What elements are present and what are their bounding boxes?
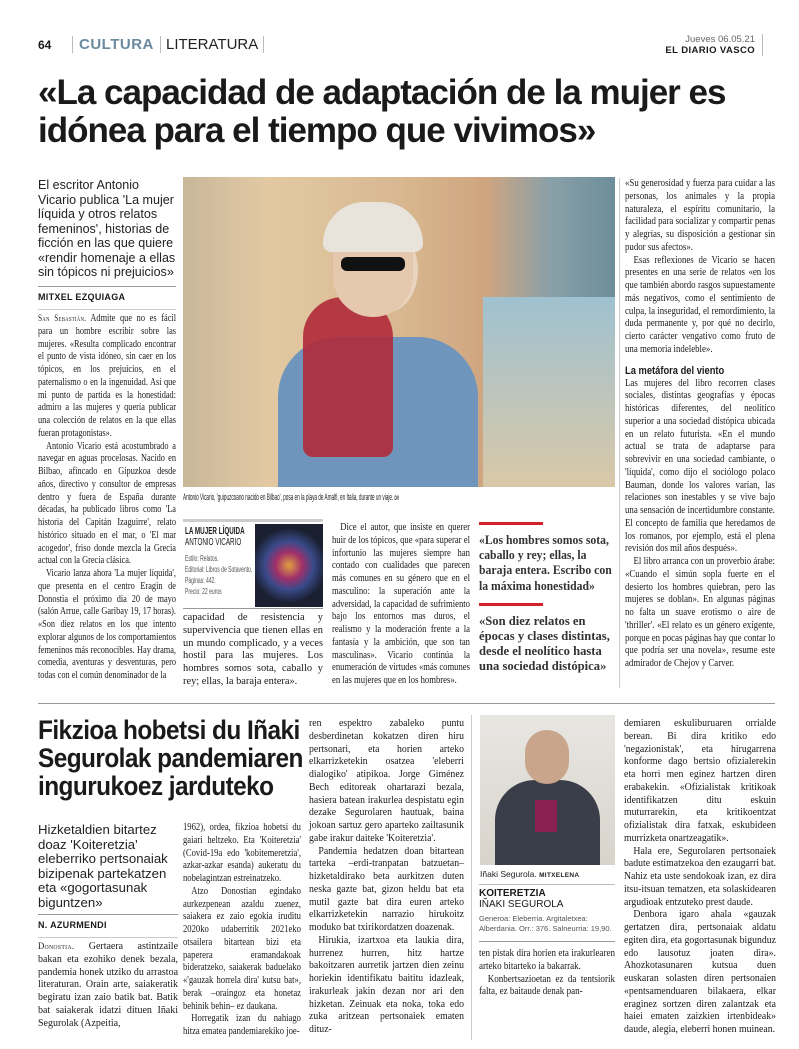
book-details: Generoa: Eleberria. Argitaletxea: Alberdania. Orr.: 376. Salneurria: 19,90.	[479, 914, 612, 933]
caption-text: Iñaki Segurola.	[480, 869, 537, 879]
column-divider	[619, 178, 620, 688]
column-3-b	[309, 718, 464, 1037]
section-divider	[38, 703, 775, 704]
text: Gertaera astintzaile bakan eta ezohiko denek bezala, pandemia honek utziko du arrastoa literaturan. Orain arte, saiakeratik begiratu izan zaio batik bat. Batik bat saiakerak idatzi dituen Iñaki Segurolak (Azpeitia,	[38, 941, 178, 1029]
paragraph: «Su generosidad y fuerza para cuidar a las personas, los animales y la propia naturaleza, el espíritu comunitario, la facilidad para socializar y compartir penas y alegrías, su disposición a gestionar sin pudor sus afectos».	[625, 178, 775, 253]
main-photo	[183, 177, 615, 487]
caption-text: Antonio Vicario, 'guipuzcoano nacido en Bilbao', posa en la playa de Amalfi, en Italia, durante un viaje.	[183, 492, 394, 502]
column-2-b	[183, 822, 301, 1039]
paragraph: ten pistak dira horien eta irakurlearen arteko bitarteko ia bakarrak.	[479, 948, 615, 972]
paragraph: capacidad de resistencia y supervivencia que tienen ellas en un mundo complicado, y a veces hostil para las mujeres. Los hombres somos sota, caballo y rey; ellas, la baraja entera».	[183, 612, 323, 687]
photo-scarf	[303, 297, 393, 457]
byline: MITXEL EZQUIAGA	[38, 286, 176, 310]
photo-credit: DV	[394, 495, 400, 502]
book-details	[185, 553, 253, 597]
column-1-b	[38, 940, 178, 1030]
headline: «La capacidad de adaptación de la mujer es idónea para el tiempo que vivimos»	[38, 73, 726, 150]
pull-quote: «Los hombres somos sota, caballo y rey; ellas, la baraja entera. Escribo con la máxima honestidad»	[479, 533, 612, 593]
book-info-box	[183, 519, 323, 609]
paragraph: Antonio Vicario está acostumbrado a navegar en aguas procelosas. Nacido en Bilbao, afincado en Gipuzkoa desde años, directivo y consultor de empresas dentro y fuera de España durante décadas, ha publicado libros como 'La historia del Capitán Izaguirre', relato histórico situado en el mar, o 'El mar acogedor', friso donde mezcla la Grecia actual con la Grecia clásica.	[38, 440, 176, 567]
column-divider	[471, 715, 472, 1040]
book-publisher: Editorial: Libros de Sotavento.	[185, 565, 253, 574]
paragraph	[38, 940, 178, 1030]
photo-caption	[183, 491, 615, 505]
paragraph: Konbertsazioetan ez da tentsiorik falta, ez baitaude denak pan-	[479, 973, 615, 998]
photo-sunglasses	[341, 257, 405, 271]
text: Admite que no es fácil para un hombre escribir sobre las mujeres. «Resulta complicado encontrar el punto de vista idóneo, sin caer en los tópicos, en los prejuicios, en el paternalismo o en la ingenuidad. Así que mi punto de partida es la honestidad: admiro a las mujeres y quería publicar una colección de relatos en la que ellas fueran protagonistas».	[38, 313, 177, 439]
page-number: 64	[38, 38, 52, 52]
column-1	[38, 312, 176, 683]
subsection-label: LITERATURA	[160, 36, 264, 53]
column-3	[332, 522, 470, 688]
photo-caption-2	[480, 869, 615, 881]
paragraph: Esas reflexiones de Vicario se hacen presentes en una serie de relatos «en los que también abordo rasgos supuestamente más negativos, como el sentimiento de culpa, la inseguridad, el remordimiento, la duda permanente y, por qué no decirlo, cierto carácter vengativo como fruto de una memoria indeleble».	[625, 254, 775, 355]
book-price: Precio: 22 euros	[185, 587, 222, 596]
column-4-b	[479, 948, 615, 999]
headline-2: Fikzioa hobetsi du Iñaki Segurolak pandemiaren ingurukoez jarduteko	[38, 715, 303, 801]
photo-sea	[483, 297, 615, 487]
book-author: IÑAKI SEGUROLA	[479, 899, 564, 910]
photo-face	[525, 730, 569, 784]
segurola-photo	[480, 715, 615, 865]
pull-quote: «Son diez relatos en épocas y clases distintas, desde el neolítico hasta una sociedad distópica»	[479, 613, 610, 674]
paragraph: demiaren eskuliburuaren orrialde berean. Bi dira kritiko edo 'negazionistak', eta hirugarrena konforme dago bertsio ofizialerekin eta horri men eginez hartzen diren erabakekin. «Ofizialistak kritikoak identifikatzen ditu eskuin muturrarekin, eta kritikoentzat ofizialistak dira fatxak, eskubideen murrizketa onartzeagatik».	[624, 718, 776, 844]
paragraph: Vicario lanza ahora 'La mujer líquida', que presenta en el centro Eragin de Donostia el próximo día 20 de mayo (salón Arrue, calle Garibay 19, 17 horas). «Son diez relatos en los que intento explorar algunos de los comportamientos femeninos más reconocibles. Hay drama, comedia, aventuras y desventuras, pero todas con el común denominador de la	[38, 568, 176, 681]
paragraph: Hirukia, izartxoa eta laukia dira, hurrenez hurren, hitz hartze bakoitzaren aurretik jartzen dien zeinu horiekin identifikatu baititu idazleak, irakurleak jakin dezan nor ari den hizketan. Zeinuak eta noka, toka edo zuka aritzean pertsonaiek ematen dituz-	[309, 934, 464, 1035]
quote-bar	[479, 603, 543, 606]
column-2	[183, 612, 323, 689]
paragraph: Horregatik izan du nahiago hitza ematea pandemiarekiko joe-	[183, 1013, 301, 1037]
paragraph: El libro arranca con un proverbio árabe: «Cuando el simún sopla fuerte en el desierto los hombres quiebran, pero las mujeres se doblan». En algunas páginas no falta un suave erotismo o aire de 'thriller'. «El relato es un género exigente, porque en pocas páginas hay que contar lo que podría ser una novela», resume este admirador de Chejov y Carver.	[625, 556, 775, 669]
column-5	[625, 178, 775, 671]
paragraph: Denbora igaro ahala «gauzak gertatzen dira, pertsonaiak aldatu egiten dira, eta gogortasunak bigunduz edo lausotuz joaten dira». Ahozkotasunaren kutsua duen euskaran solasten diren pertsonaien «pentsamenduaren bilakaera, elkar eraginez sortzen diren zalantzak eta haiei ematen zaizkien irtenbideak» daude, alegia, eleberri honen muinean.	[624, 909, 776, 1035]
byline-2: N. AZURMENDI	[38, 914, 178, 938]
column-5-b	[624, 718, 776, 1037]
book-title: KOITERETZIA	[479, 888, 546, 899]
paragraph: Pandemia hedatzen doan bitartean tarteka –erdi-tranpatan batzuetan– hizketaldirako beta aurkitzen duten neska gazte bat, gizon heldu bat eta mutil gazte bat dira euren arteko elkarrizketekin narrazio hirukoitz moduko bat txirikordatzen doazenak.	[309, 845, 464, 933]
photo-book	[535, 800, 557, 832]
paragraph: 1962), ordea, fikzioa hobetsi du gaiari heltzeko. Eta 'Koiteretzia' (Covid-19a edo 'kobitemeretzia', azkar-azkar esanda) aukeratu du nobelagintzan estreinatzeko.	[183, 822, 301, 884]
section-label: CULTURA	[72, 36, 154, 53]
photo-hair	[323, 202, 423, 252]
paragraph: ren espektro zabaleko puntu desberdinetan kokatzen diren hiru pertsonari, eta horien arteko elkarrizketekin osatzea 'eleberri dialogiko' atipikoa. Jorge Giménez Bech editoreak ohartarazi bezala, hasiera batean irakurlea despistatu egin dezake Segurolaren hautuak, baina jokoan sartuz gero aparteko zailtasunik gabe irakur daiteke 'Koiteretzia'.	[309, 718, 464, 844]
pull-quotes	[479, 522, 613, 675]
deck-2: Hizketaldien bitartez doaz 'Koiteretzia' eleberriko pertsonaiak bizipenak partekatzen eta «gogortasunak biguntzen»	[38, 822, 168, 910]
book-text	[479, 888, 615, 934]
paragraph: Hala ere, Segurolaren pertsonaiek badute estimatzekoa den ezaugarri bat. Nahiz eta uste sendokoak izan, ez dira itsu-itsuan tematzen, eta solaskidearen argudioak entzuteko prest daude.	[624, 845, 776, 908]
paragraph: Las mujeres del libro recorren clases sociales, distintas geografías y épocas históricas diferentes, del neolítico superior a una sociedad distópica ubicada en un relato futurista. «En el mundo actual se trata de adaptarse para sobrevivir en una sociedad cambiante, o 'líquida', como dijo el sociólogo polaco Bauman, donde los valores varían, las relaciones son inestables y se vive bajo una sensación de incertidumbre constante. El concepto de familia que heredamos de los romanos, por ejemplo, está el plena revisión dos mil años después».	[625, 377, 775, 555]
quote-bar	[479, 522, 543, 525]
paragraph: Atzo Donostian egindako aurkezpenean azaldu zuenez, saiakera ez zaio egokia iruditu 2020ko udaberritik 2021eko otsailera bitartean bizi eta paperera eramandakoak bideratzeko, saiakerak baduelako «'gauzak horrela dira' kutsu bat», berak –oraingoz eta honetaz behinik behin– ez daukana.	[183, 885, 301, 1012]
paragraph: Dice el autor, que insiste en querer huir de los tópicos, que «para superar el infortunio las mujeres siempre han contado con cualidades que parecen más comunes en su género que en el masculino: la superación ante la adversidad, la capacidad de sufrimiento bajo los entornos mas duros, el realismo y la moderación frente a la fantasía y la ambición, que son tan masculinas». Vicario continúa la enumeración de virtudes «más comunes en las mujeres que en los hombres».	[332, 522, 470, 686]
newspaper-name: EL DIARIO VASCO	[665, 45, 755, 56]
book-title: LA MUJER LÍQUIDA	[185, 526, 245, 537]
book-style: Estilo: Relatos.	[185, 554, 219, 563]
dateline: Donostia.	[38, 941, 75, 951]
book-info-box-2	[479, 884, 615, 942]
dateline: San Sebastián.	[38, 313, 87, 323]
book-text	[185, 526, 253, 597]
deck: El escritor Antonio Vicario publica 'La mujer líquida y otros relatos femeninos', historias de ficción en las que quiere «rendir homenaje a ellas sin tópicos ni prejuicios»	[38, 177, 176, 279]
paragraph	[38, 312, 176, 441]
photo-credit: MITXELENA	[539, 872, 580, 879]
book-cover	[255, 524, 323, 607]
book-pages: Páginas: 442.	[185, 576, 216, 585]
book-author: ANTONIO VICARIO	[185, 537, 242, 548]
header-divider	[762, 34, 763, 56]
subheading: La metáfora del viento	[625, 364, 725, 377]
issue-date: Jueves 06.05.21	[685, 34, 755, 45]
